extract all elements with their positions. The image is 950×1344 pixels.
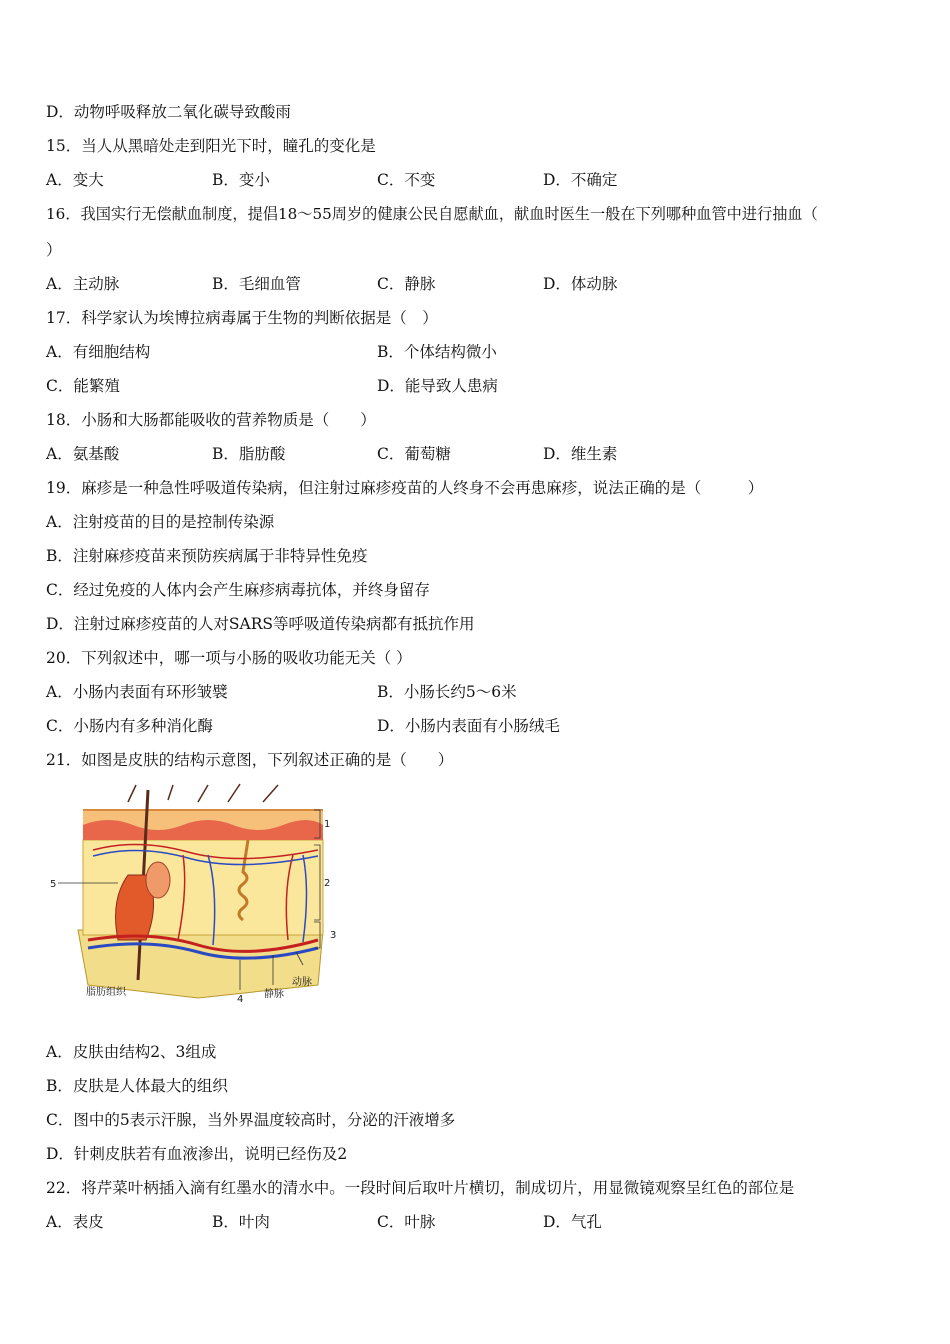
q21-option-c: C．图中的5表示汗腺，当外界温度较高时，分泌的汗液增多 — [46, 1111, 456, 1129]
q18-stem: 18．小肠和大肠都能吸收的营养物质是（ ） — [46, 411, 376, 429]
skin-structure-figure — [48, 780, 348, 1005]
figure-label-1: 1 — [324, 819, 331, 830]
q20-option-b: B．小肠长约5～6米 — [377, 683, 517, 701]
q15-option-a: A．变大 — [46, 171, 104, 189]
q20-option-c: C．小肠内有多种消化酶 — [46, 717, 213, 735]
q20-option-a: A．小肠内表面有环形皱襞 — [46, 683, 228, 701]
q22-option-c: C．叶脉 — [377, 1213, 436, 1231]
q18-option-a: A．氨基酸 — [46, 445, 120, 463]
q15-option-c: C．不变 — [377, 171, 436, 189]
figure-label-artery: 动脉 — [292, 977, 312, 988]
q17-option-b: B．个体结构微小 — [377, 343, 497, 361]
q17-stem: 17．科学家认为埃博拉病毒属于生物的判断依据是（ ） — [46, 309, 438, 327]
q22-option-a: A．表皮 — [46, 1213, 104, 1231]
q16-option-c: C．静脉 — [377, 275, 436, 293]
q22-option-d: D．气孔 — [543, 1213, 602, 1231]
q21-option-b: B．皮肤是人体最大的组织 — [46, 1077, 228, 1095]
figure-label-5: 5 — [50, 879, 57, 890]
q16-option-a: A．主动脉 — [46, 275, 120, 293]
figure-label-fat: 脂肪组织 — [86, 987, 126, 998]
q18-option-b: B．脂肪酸 — [212, 445, 286, 463]
q20-option-d: D．小肠内表面有小肠绒毛 — [377, 717, 560, 735]
figure-label-vein: 静脉 — [264, 989, 284, 1000]
q16-stem-cont: ） — [46, 241, 62, 259]
figure-label-4: 4 — [237, 994, 244, 1005]
q18-option-d: D．维生素 — [543, 445, 618, 463]
figure-label-2: 2 — [324, 878, 331, 889]
q21-option-a: A．皮肤由结构2、3组成 — [46, 1043, 217, 1061]
q16-option-d: D．体动脉 — [543, 275, 618, 293]
q22-option-b: B．叶肉 — [212, 1213, 270, 1231]
q19-option-d: D．注射过麻疹疫苗的人对SARS等呼吸道传染病都有抵抗作用 — [46, 615, 475, 633]
q19-option-b: B．注射麻疹疫苗来预防疾病属于非特异性免疫 — [46, 547, 368, 565]
q14-option-d: D．动物呼吸释放二氧化碳导致酸雨 — [46, 103, 291, 121]
q21-option-d: D．针刺皮肤若有血液渗出，说明已经伤及2 — [46, 1145, 348, 1163]
q16-stem: 16．我国实行无偿献血制度，提倡18～55周岁的健康公民自愿献血，献血时医生一般在下列哪种血管中进行抽血（ — [46, 205, 818, 223]
q15-stem: 15．当人从黑暗处走到阳光下时，瞳孔的变化是 — [46, 137, 376, 155]
q21-stem: 21．如图是皮肤的结构示意图，下列叙述正确的是（ ） — [46, 751, 454, 769]
q20-stem: 20．下列叙述中，哪一项与小肠的吸收功能无关（ ） — [46, 649, 412, 667]
q17-option-c: C．能繁殖 — [46, 377, 120, 395]
q22-stem: 22．将芹菜叶柄插入滴有红墨水的清水中。一段时间后取叶片横切，制成切片，用显微镜观察呈红色的部位是 — [46, 1179, 795, 1197]
q19-stem: 19．麻疹是一种急性呼吸道传染病，但注射过麻疹疫苗的人终身不会再患麻疹，说法正确的是（ ） — [46, 479, 764, 497]
figure-label-3: 3 — [330, 930, 337, 941]
q16-option-b: B．毛细血管 — [212, 275, 301, 293]
q18-option-c: C．葡萄糖 — [377, 445, 451, 463]
q19-option-a: A．注射疫苗的目的是控制传染源 — [46, 513, 275, 531]
q19-option-c: C．经过免疫的人体内会产生麻疹病毒抗体，并终身留存 — [46, 581, 430, 599]
q17-option-d: D．能导致人患病 — [377, 377, 498, 395]
q15-option-b: B．变小 — [212, 171, 270, 189]
q15-option-d: D．不确定 — [543, 171, 618, 189]
q17-option-a: A．有细胞结构 — [46, 343, 151, 361]
